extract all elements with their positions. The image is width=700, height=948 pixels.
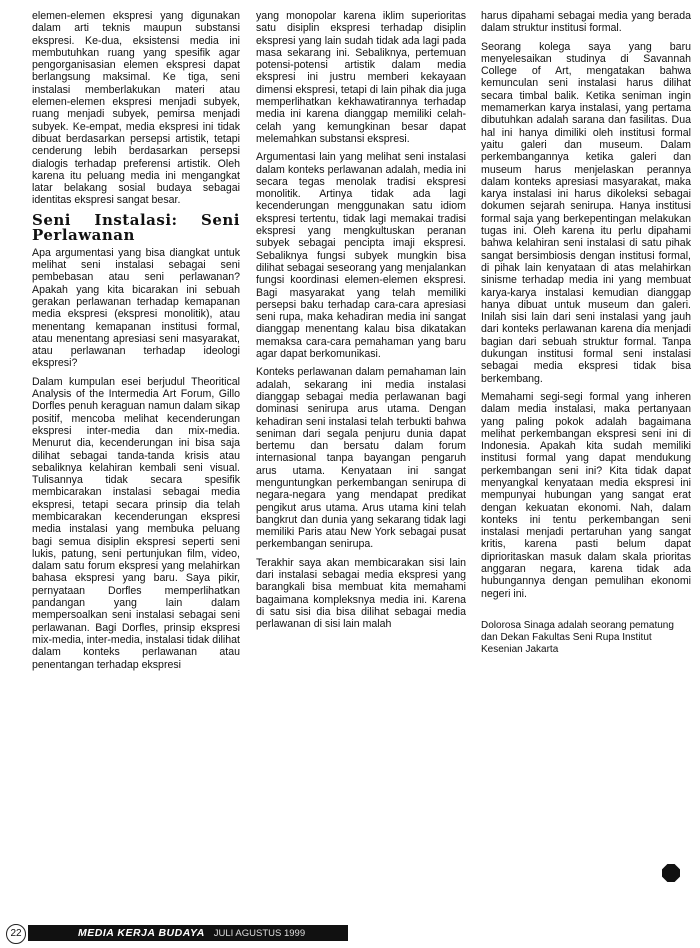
- magazine-name: MEDIA KERJA BUDAYA: [78, 927, 205, 939]
- column-2: [256, 10, 466, 637]
- column-1: [32, 10, 240, 677]
- column-3: [481, 10, 691, 662]
- issue-date: JULI AGUSTUS 1999: [213, 928, 306, 939]
- paragraph: elemen-elemen ekspresi yang digunakan dalam arti teknis maupun substansi ekspresi. Ke-dua, eksistensi media ini membutuhkan ruang yang spesifik agar pengorganisasian elemen ekspresi dapat berlangsung maksimal. Ke tiga, seni instalasi memberlakukan materi atau elemen-elemen ekspresi menjadi subyek, ruang menjadi subyek, pemirsa menjadi subyek. Ke-empat, media ekspresi ini tidak dibuat berdasarkan persepsi artistik, tetapi cenderung lebih berdasarkan persepsi dialogis terhadap preferensi artistik. Oleh karena itu peluang media ini mengangkat latar belakang sosial budaya sebagai identitas ekspresi sangat besar.: [32, 10, 240, 207]
- paragraph: harus dipahami sebagai media yang berada dalam struktur institusi formal.: [481, 10, 691, 35]
- paragraph: yang monopolar karena iklim superioritas satu disiplin ekspresi terhadap disiplin ekspresi yang lain sudah tidak ada lagi pada masa sekarang ini. Sebaliknya, pertemuan potensi-potensi artistik dalam media ekspresi ini justru memberi kekayaan dimensi ekspresi, tetapi di lain pihak dia juga memperlihatkan kekhawatirannya terhadap media ini karena dianggap memiliki celah-celah yang kemungkinan besar dapat melemahkan substansi ekspresi.: [256, 10, 466, 145]
- paragraph: Konteks perlawanan dalam pemahaman lain adalah, sekarang ini media instalasi dianggap sebagai media perlawanan bagi dominasi senirupa arus utama. Dengan kehadiran seni instalasi telah terbukti bahwa seniman dari segala penjuru dunia dapat bertemu dan bersatu dalam forum internasional tanpa bayangan pengaruh arus utama. Kenyataan ini sangat menguntungkan perkembangan senirupa di negara-negara yang mendapat predikat pengikut arus utama. Arus utama kini telah bangkrut dan dunia yang sekarang tidak lagi memiliki Paris atau New York sebagai pusat perkembangan senirupa.: [256, 366, 466, 551]
- author-credit: Dolorosa Sinaga adalah seorang pematung dan Dekan Fakultas Seni Rupa Institut Kesenian Jakarta: [481, 619, 674, 655]
- page-footer: [0, 922, 700, 944]
- paragraph: Terakhir saya akan membicarakan sisi lain dari instalasi sebagai media ekspresi yang barangkali bisa membuat kita memahami bagaimana kompleksnya media ini. Karena di satu sisi dia bisa dilihat sebagai media perlawanan di sisi lain malah: [256, 556, 466, 631]
- paragraph: Memahami segi-segi formal yang inheren dalam media instalasi, maka pertanyaan yang paling pokok adalah bagaimana melihat perkembangan ekspresi seni ini di Indonesia. Apakah kita sudah memiliki institusi formal yang dapat mendukung perkembangan seni ini? Kita tidak dapat menyangkal kenyataan media ekspresi ini mempunyai hubungan yang sangat erat dengan kekuatan ekonomi. Nah, dalam konteks ini tentu perkembangan seni instalasi menjadi pertaruhan yang sangat kritis, karena pasti belum dapat diprioritaskan masuk dalam skala prioritas anggaran negara, karena tidak ada hubungannya dengan pemulihan ekonomi negeri ini.: [481, 390, 691, 600]
- paragraph: Apa argumentasi yang bisa diangkat untuk melihat seni instalasi sebagai seni pembebasan atau seni perlawanan? Apakah yang kita bicarakan ini sebuah gerakan perlawanan terhadap kemapanan media ekspresi (ekspresi monolitik), atau menentang kemapanan institusi formal, atau menentang apresiasi seni masyarakat, atau perlawanan terhadap ideologi ekspresi?: [32, 246, 240, 370]
- section-heading: Seni Instalasi: Seni Perlawanan: [32, 210, 240, 244]
- paragraph: Argumentasi lain yang melihat seni instalasi dalam konteks perlawanan adalah, media ini secara tegas menolak tradisi ekspresi monolitik. Artinya tidak ada lagi kecenderungan menggunakan satu idiom ekspresi tertentu, tidak lagi memakai tradisi ekspresi yang mengkultuskan peranan subyek sebagai pencipta imaji ekspresi. Sebaliknya fungsi subyek mungkin bisa dilihat sebagai seseorang yang menjalankan fungsi koordinasi elemen-elemen ekspresi. Bagi masyarakat yang telah memiliki persepsi baku terhadap cara-cara apresiasi seni rupa, maka kehadiran media ini sangat dianggap menentang kalau bisa dikatakan memaksa cara-cara pemahaman yang baru agar dapat berkomunikasi.: [256, 151, 466, 361]
- page-number: 22: [6, 924, 26, 944]
- paragraph: Seorang kolega saya yang baru menyelesaikan studinya di Savannah College of Art, mengatakan bahwa kemunculan seni instalasi harus dilihat secara timbal balik. Ketika seniman ingin memamerkan karya instalasi, yang pertama dibutuhkan adalah sarana dan fasilitas. Dua hal ini hanya dimiliki oleh institusi formal yaitu galeri dan museum. Dalam perkembangannya ketika galeri dan museum harus menjelaskan perannya dalam konteks apresiasi masyarakat, maka karya instalasi ini harus dikoleksi sebagai dokumen sejarah senirupa. Hanya institusi formal saja yang berkepentingan melakukan tugas ini. Oleh karena itu perlu dipahami bahwa kelahiran seni instalasi di satu pihak sangat bersimbiosis dengan institusi formal, di pihak lain kenyataan di atas melahirkan sinisme terhadap media ini yang membuat karya-karya instalasi kemudian dianggap hanya dibuat untuk museum dan galeri. Inilah sisi lain dari seni instalasi yang jauh dari konteks perlawanan karena dia menjadi bagian dari sebuah struktur formal. Tanpa dukungan institusi formal seni instalasi sebagai media ekspresi tidak bisa berkembang.: [481, 40, 691, 385]
- paragraph: Dalam kumpulan esei berjudul Theoritical Analysis of the Intermedia Art Forum, Gillo Dorfles penuh keraguan namun dalam sikap positif, mencoba melihat kecenderungan ekspresi inter-media dan mix-media. Menurut dia, kecenderungan ini bisa saja dilihat sebagai tanda-tanda krisis atau sebaliknya kelahiran kembali seni visual. Tulisannya tidak secara spesifik membicarakan instalasi sebagai media ekspresi, tetapi secara prinsip dia telah membicarakan kecenderungan ekspresi media instalasi yang membuka peluang bagi semua disiplin ekspresi seperti seni lukis, patung, seni pertunjukan film, video, dalam satu forum ekspresi yang melahirkan bahasa ekspresi yang baru. Saya pikir, pernyataan Dorfles memperlihatkan pandangan yang lain dalam mempersoalkan seni instalasi sebagai seni perlawanan. Bagi Dorfles, prinsip ekspresi mix-media, inter-media, instalasi tidak dilihat dalam konteks perlawanan atau penentangan terhadap ekspresi: [32, 375, 240, 671]
- footer-bar: [28, 925, 348, 941]
- end-mark-icon: [662, 864, 680, 882]
